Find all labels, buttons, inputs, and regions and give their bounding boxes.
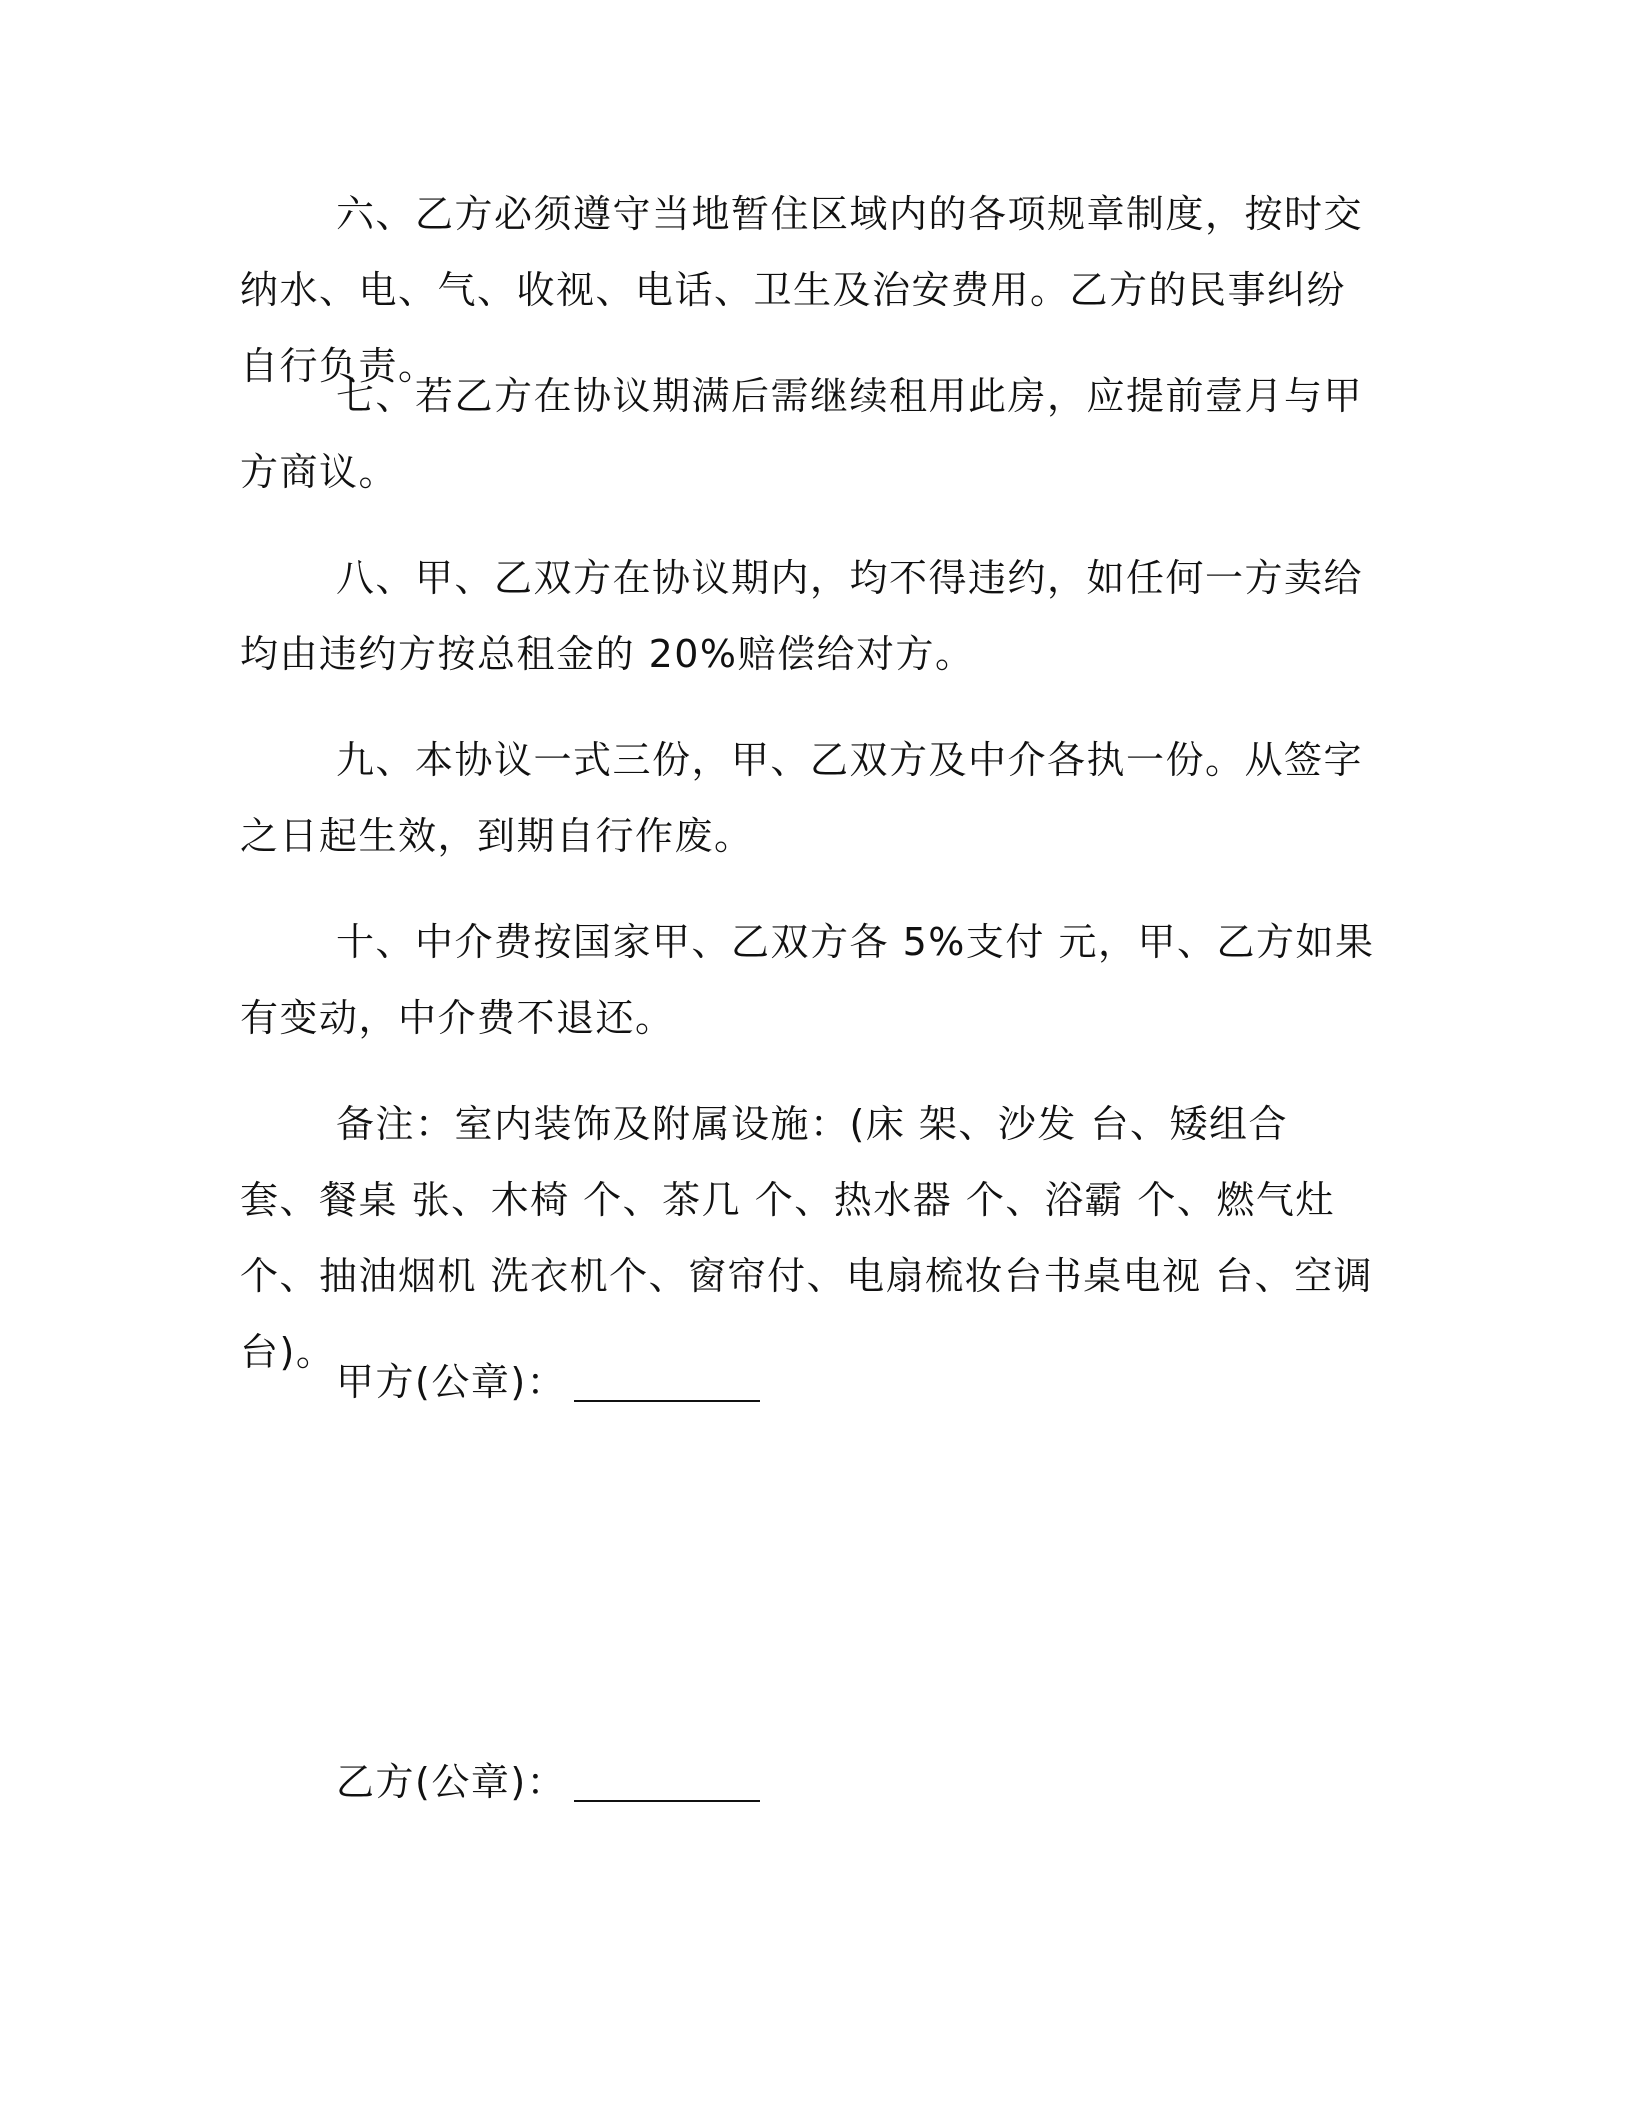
clause-7 [240,358,1380,510]
party-a-signature-line [574,1400,760,1402]
clause-10-text: 十、中介费按国家甲、乙双方各 5%支付 元，甲、乙方如果有变动，中介费不退还。 [240,920,1375,1040]
remarks-text: 备注：室内装饰及附属设施：(床 架、沙发 台、矮组合 套、餐桌 张、木椅 个、茶几 个、热水器 个、浴霸 个、燃气灶 个、抽油烟机 洗衣机个、窗帘付、电扇梳妆台书桌电视 台、空调 台)。 [240,1102,1374,1374]
clause-9-text: 九、本协议一式三份，甲、乙双方及中介各执一份。从签字之日起生效，到期自行作废。 [240,738,1364,858]
party-b-label: 乙方(公章)： [336,1760,567,1804]
clause-8 [240,540,1380,692]
clause-9 [240,722,1380,874]
clause-8-text: 八、甲、乙双方在协议期内，均不得违约，如任何一方卖给均由违约方按总租金的 20%赔偿给对方。 [240,556,1364,676]
clause-7-text: 七、若乙方在协议期满后需继续租用此房，应提前壹月与甲方商议。 [240,374,1364,494]
party-a-signature [336,1344,760,1420]
clause-6-text: 六、乙方必须遵守当地暂住区域内的各项规章制度，按时交纳水、电、气、收视、电话、卫生及治安费用。乙方的民事纠纷自行负责。 [240,192,1364,388]
party-b-signature-line [574,1800,760,1802]
party-b-signature [336,1744,760,1820]
clause-10 [240,904,1380,1056]
party-a-label: 甲方(公章)： [336,1360,567,1404]
